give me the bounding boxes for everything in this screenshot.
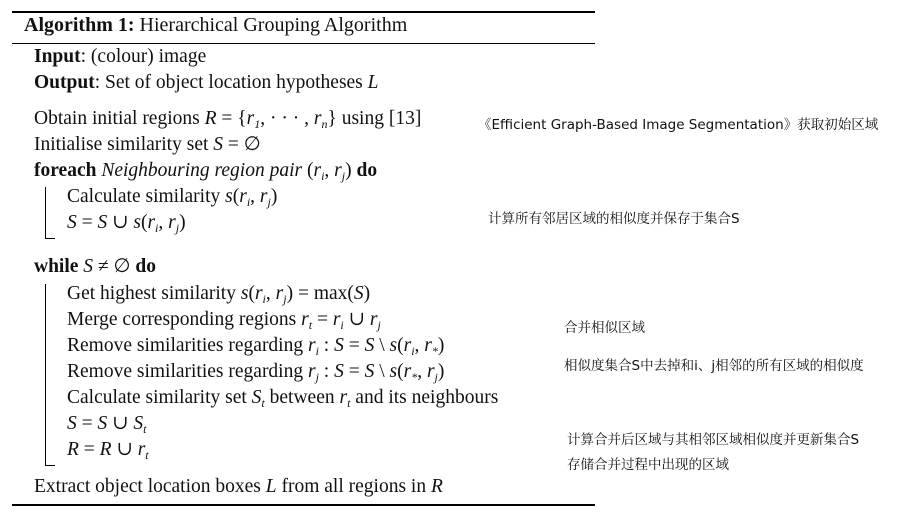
input-line: Input: (colour) image: [34, 46, 207, 67]
merge-line: Merge corresponding regions $r_t = r_i$ ∪ $r_j$: [67, 309, 381, 332]
note-update-set: 计算合并后区域与其相邻区域相似度并更新集合S: [567, 432, 860, 448]
note-store-regions: 存储合并过程中出现的区域: [567, 457, 729, 473]
extract-line: Extract object location boxes L from all regions in R: [34, 476, 443, 497]
obtain-line: Obtain initial regions $R = \{r_1$, · · · , $r_n$} using [13]: [34, 108, 422, 131]
algorithm-title: Algorithm 1: Hierarchical Grouping Algorithm: [24, 14, 408, 36]
while-line: while S ≠ ∅ do: [34, 256, 156, 277]
note-initial-regions: 《Efficient Graph-Based Image Segmentation》获取初始区域: [478, 117, 879, 133]
title-rule: [12, 43, 595, 44]
foreach-block-bar: [45, 187, 46, 238]
remove-j-line: Remove similarities regarding $r_j$ : S = S \ $s(r_*$, $r_j$): [67, 361, 445, 384]
calc-set-line: Calculate similarity set $S_t$ between $r_t$ and its neighbours: [67, 387, 499, 410]
union-r-line: R = R ∪ $r_t$: [67, 439, 149, 462]
note-merge-regions: 合并相似区域: [564, 320, 645, 336]
note-remove-similarities: 相似度集合S中去掉和i、j相邻的所有区域的相似度: [564, 358, 864, 374]
remove-i-line: Remove similarities regarding $r_i$ : S = S \ $s(r_i$, $r_*$): [67, 335, 445, 358]
calc-similarity-line: Calculate similarity $s(r_i$, $r_j$): [67, 186, 278, 209]
bottom-rule: [12, 504, 595, 506]
note-compute-similarity: 计算所有邻居区域的相似度并保存于集合S: [488, 211, 740, 227]
foreach-line: foreach Neighbouring region pair ($r_i$, $r_j$) do: [34, 160, 378, 183]
union-s-line: S = S ∪ $s(r_i$, $r_j$): [67, 212, 186, 235]
foreach-block-end: [45, 238, 55, 239]
output-line: Output: Set of object location hypotheses L: [34, 72, 379, 93]
get-highest-line: Get highest similarity $s(r_i$, $r_j) = \max(S)$: [67, 283, 371, 306]
while-block-bar: [45, 284, 46, 465]
while-block-end: [45, 465, 55, 466]
initialise-line: Initialise similarity set S = ∅: [34, 134, 261, 155]
union-st-line: S = S ∪ $S_t$: [67, 413, 147, 436]
